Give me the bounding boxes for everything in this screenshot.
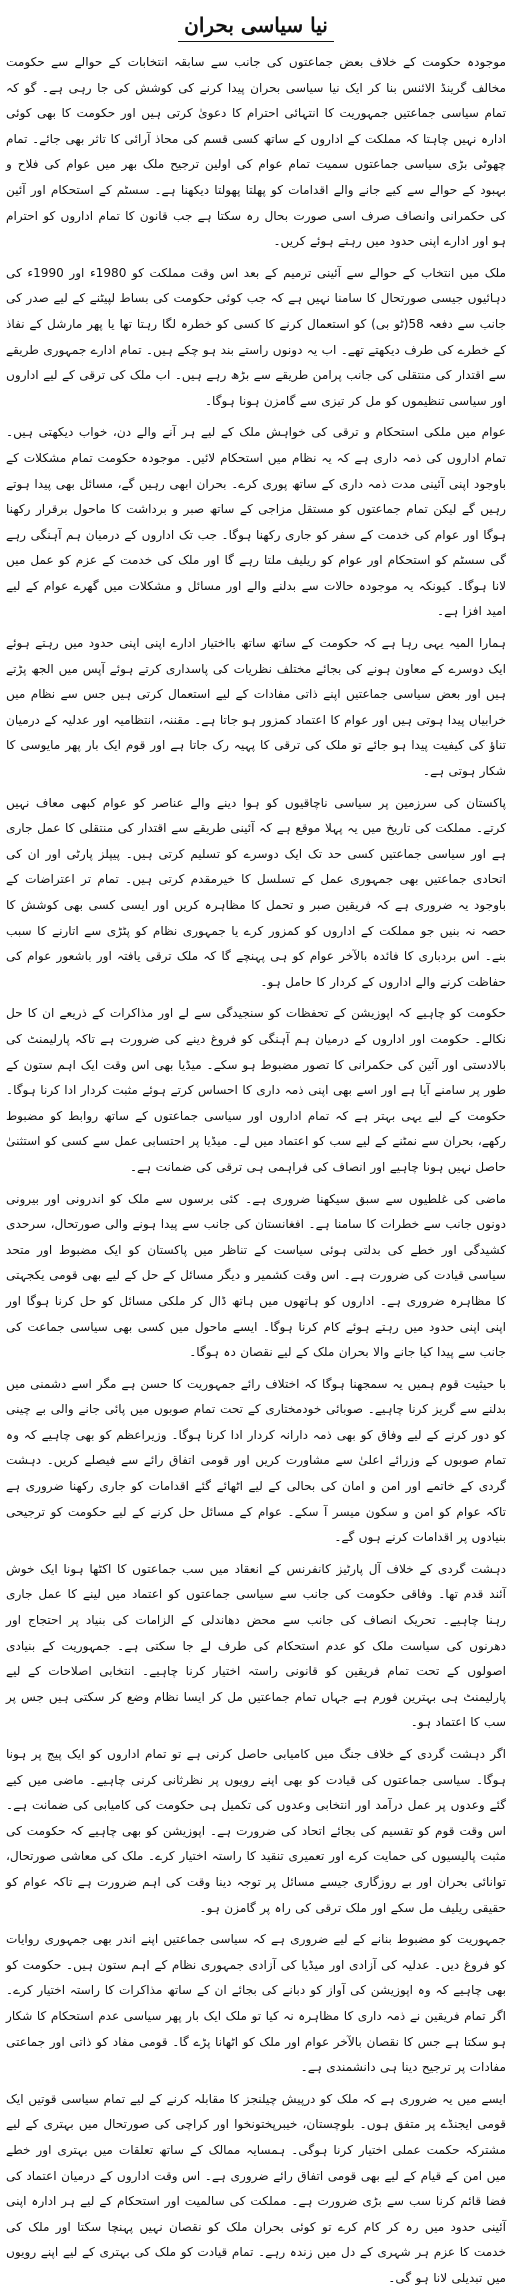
editorial-body [6,50,506,2291]
paragraph-1: موجودہ حکومت کے خلاف بعض جماعتوں کی جانب سے سابقہ انتخابات کے حوالے سے حکومت مخالف گرینڈ الائنس بنا کر ایک نیا سیاسی بحران پیدا کرنے کی کوشش کی جا رہی ہے۔ گو کہ تمام سیاسی جماعتیں جمہوریت کا انتہائی احترام کا دعویٰ کرتی ہیں اور حکومت کا بھی کوئی ادارہ نہیں چاہتا کہ مملکت کے اداروں کے ساتھ کسی قسم کی محاذ آرائی کا تاثر بھی جائے۔ تمام چھوٹی بڑی سیاسی جماعتوں سمیت تمام عوام کی اولین ترجیح ملک بھر میں عوام کی فلاح و بہبود کے حوالے سے کیے جانے والے اقدامات کو پھلتا پھولتا دیکھنا ہے۔ سسٹم کے استحکام اور آئین کی حکمرانی وانصاف صرف اسی صورت بحال رہ سکتا ہے جب قانون کا تمام اداروں کو احترام ہو اور ادارے اپنی حدود میں رہتے ہوئے کریں۔ [6,55,506,249]
headline-text: نیا سیاسی بحران [178,10,334,42]
newspaper-editorial [6,4,507,2285]
paragraph-2: ملک میں انتخاب کے حوالے سے آئینی ترمیم کے بعد اس وقت مملکت کو 1980ء اور 1990ء کی دہائیوں جیسی صورتحال کا سامنا نہیں ہے کہ جب کوئی حکومت کی بساط لپیٹنے کے لیے صدر کی جانب سے دفعہ 58(ٹو بی) کو استعمال کرنے کا کسی کو خطرہ لگا رہتا تھا یا پھر مارشل کے نفاذ کے خطرے کی طرف دیکھتے تھے۔ اب یہ دونوں راستے بند ہو چکے ہیں۔ تمام ادارے جمہوری طریقے سے اقتدار کی منتقلی کی جانب پرامن طریقے سے بڑھ رہے ہیں۔ اب ملک کی ترقی کے لیے اداروں اور سیاسی تنظیموں کو مل کر تیزی سے گامزن ہونا ہوگا۔ [6,265,507,408]
paragraph-10: اگر دہشت گردی کے خلاف جنگ میں کامیابی حاصل کرنی ہے تو تمام اداروں کو ایک پیج پر ہونا ہوگا۔ سیاسی جماعتوں کی قیادت کو بھی اپنے رویوں پر نظرثانی کرنی چاہیے۔ ماضی میں کیے گئے وعدوں پر عمل درآمد اور انتخابی وعدوں کی تکمیل ہی حکومت کی کامیابی کی ضمانت ہے۔ اس وقت قوم کو تقسیم کی بجائے اتحاد کی ضرورت ہے۔ اپوزیشن کو بھی چاہیے کہ حکومت کی مثبت پالیسیوں کی حمایت کرے اور تعمیری تنقید کا راستہ اختیار کرے۔ ملک کی معاشی صورتحال، توانائی بحران اور بے روزگاری جیسے مسائل پر توجہ دینا وقت کی اہم ضرورت ہے تاکہ عوام کو حقیقی ریلیف مل سکے اور ملک ترقی کی راہ پر گامزن ہو۔ [6,1747,506,1915]
paragraph-6: حکومت کو چاہیے کہ اپوزیشن کے تحفظات کو سنجیدگی سے لے اور مذاکرات کے ذریعے ان کا حل نکالے۔ حکومت اور اداروں کے درمیان ہم آہنگی کو فروغ دینے کی ضرورت ہے تاکہ پارلیمنٹ کی بالادستی اور آئین کی حکمرانی کا تصور مضبوط ہو سکے۔ میڈیا بھی اس وقت ایک اہم ستون کے طور پر سامنے آیا ہے اور اسے بھی اپنی ذمہ داری کا احساس کرتے ہوئے مثبت کردار ادا کرنا ہوگا۔ حکومت کے لیے یہی بہتر ہے کہ تمام اداروں اور سیاسی جماعتوں کے ساتھ روابط کو مضبوط رکھے، بحران سے نمٹنے کے لیے سب کو اعتماد میں لے۔ میڈیا پر احتسابی عمل سے کسی کو استثنیٰ حاصل نہیں ہونا چاہیے اور انصاف کی فراہمی ہی ترقی کی ضمانت ہے۔ [6,1006,506,1174]
paragraph-11: جمہوریت کو مضبوط بنانے کے لیے ضروری ہے کہ سیاسی جماعتیں اپنے اندر بھی جمہوری روایات کو فروغ دیں۔ عدلیہ کی آزادی اور میڈیا کی آزادی جمہوری نظام کے اہم ستون ہیں۔ حکومت کو بھی چاہیے کہ وہ اپوزیشن کی آواز کو دبانے کی بجائے ان کے ساتھ مذاکرات کا راستہ اختیار کرے۔ اگر تمام فریقین نے ذمہ داری کا مظاہرہ نہ کیا تو ملک ایک بار پھر سیاسی عدم استحکام کا شکار ہو سکتا ہے جس کا نقصان بالآخر عوام اور ملک کو اٹھانا پڑے گا۔ قومی مفاد کو ذاتی اور جماعتی مفادات پر ترجیح دینا ہی دانشمندی ہے۔ [6,1932,506,2075]
paragraph-5: پاکستان کی سرزمین پر سیاسی ناچاقیوں کو ہوا دینے والے عناصر کو عوام کبھی معاف نہیں کرتے۔ مملکت کی تاریخ میں یہ پہلا موقع ہے کہ آئینی طریقے سے اقتدار کی منتقلی کا عمل جاری ہے اور سیاسی جماعتیں کسی حد تک ایک دوسرے کو تسلیم کرتی ہیں۔ پیپلز پارٹی اور ان کی اتحادی جماعتیں بھی جمہوری عمل کے تسلسل کا خیرمقدم کرتی ہیں۔ تمام تر اعتراضات کے باوجود یہ ضروری ہے کہ فریقین صبر و تحمل کا مظاہرہ کریں اور ایسی کسی بھی کوشش کا حصہ نہ بنیں جو مملکت کے اداروں کو کمزور کرے یا جمہوری نظام کو پٹڑی سے اتارنے کا سبب بنے۔ اس بردباری کا فائدہ بالآخر عوام کو ہی پہنچے گا کہ ملک ترقی یافتہ اور باشعور عوام کی حفاظت کرنے والے اداروں کے کردار کا حامل ہو۔ [6,795,506,989]
paragraph-3: عوام میں ملکی استحکام و ترقی کی خواہش ملک کے لیے ہر آنے والے دن، خواب دیکھتی ہیں۔ تمام اداروں کی ذمہ داری ہے کہ یہ نظام میں استحکام لائیں۔ موجودہ حکومت تمام مشکلات کے باوجود اپنی آئینی مدت ذمہ داری کے ساتھ پوری کرے۔ بحران ابھی رہیں گے، مسائل بھی پیدا ہوتے رہیں گے لیکن تمام جماعتوں کو مستقل مزاجی کے ساتھ صبر و برداشت کا ماحول برقرار رکھنا ہوگا اور عوام کی خدمت کے سفر کو جاری رکھنا ہوگا۔ جب تک اداروں کے درمیان ہم آہنگی رہے گی سسٹم کو استحکام اور عوام کو ریلیف ملتا رہے گا اور ملک کی خدمت کے عزم کو عمل میں لانا ہوگا۔ کیونکہ یہ موجودہ حالات سے بدلنے والے اور مسائل و مشکلات میں گھرے عوام کے لیے امید افزا ہے۔ [6,425,506,619]
paragraph-4: ہمارا المیہ یہی رہا ہے کہ حکومت کے ساتھ ساتھ بااختیار ادارے اپنی اپنی حدود میں رہتے ہوئے ایک دوسرے کے معاون ہونے کی بجائے مختلف نظریات کی پاسداری کرتے ہوئے آپس میں الجھ پڑتے ہیں اور بعض سیاسی جماعتیں اپنے ذاتی مفادات کے لیے استعمال کرتی ہیں جس سے نظام میں خرابیاں پیدا ہوتی ہیں اور عوام کا اعتماد کمزور ہو جاتا ہے۔ مقننہ، انتظامیہ اور عدلیہ کے درمیان تناؤ کی کیفیت پیدا ہو جائے تو ملک کی ترقی کا پہیہ رک جاتا ہے اور قوم ایک بار پھر مایوسی کا شکار ہوتی ہے۔ [6,636,506,779]
editorial-headline [6,4,506,42]
paragraph-7: ماضی کی غلطیوں سے سبق سیکھنا ضروری ہے۔ کئی برسوں سے ملک کو اندرونی اور بیرونی دونوں جانب سے خطرات کا سامنا ہے۔ افغانستان کی جانب سے پیدا ہونے والی صورتحال، سرحدی کشیدگی اور خطے کی بدلتی ہوئی سیاست کے تناظر میں پاکستان کو ایک مضبوط اور متحد سیاسی قیادت کی ضرورت ہے۔ اس وقت کشمیر و دیگر مسائل کے حل کے لیے بھی قومی یکجہتی کا مظاہرہ ضروری ہے۔ اداروں کو ہاتھوں میں ہاتھ ڈال کر ملکی مسائل کو حل کرنا ہوگا اور اپنی اپنی حدود میں رہتے ہوئے کام کرنا ہوگا۔ ایسے ماحول میں کسی بھی سیاسی جماعت کی جانب سے پیدا کیا جانے والا بحران ملک کے لیے نقصان دہ ہوگا۔ [6,1191,506,1360]
paragraph-12: ایسے میں یہ ضروری ہے کہ ملک کو درپیش چیلنجز کا مقابلہ کرنے کے لیے تمام سیاسی قوتیں ایک قومی ایجنڈے پر متفق ہوں۔ بلوچستان، خیبرپختونخوا اور کراچی کی صورتحال میں بہتری کے لیے مشترکہ حکمت عملی اختیار کرنا ہوگی۔ ہمسایہ ممالک کے ساتھ تعلقات میں بہتری اور خطے میں امن کے قیام کے لیے بھی قومی اتفاق رائے ضروری ہے۔ اس وقت اداروں کے درمیان اعتماد کی فضا قائم کرنا سب سے بڑی ضرورت ہے۔ مملکت کی سالمیت اور استحکام کے لیے ہر ادارہ اپنی آئینی حدود میں رہ کر کام کرے تو کوئی بحران ملک کو نقصان نہیں پہنچا سکتا اور ملک کی خدمت کا عزم ہر شہری کے دل میں زندہ رہے۔ تمام قیادت کو ملک کی بہتری کے لیے اپنے رویوں میں تبدیلی لانا ہو گی۔ [6,2091,506,2285]
paragraph-9: دہشت گردی کے خلاف آل پارٹیز کانفرنس کے انعقاد میں سب جماعتوں کا اکٹھا ہونا ایک خوش آئند قدم تھا۔ وفاقی حکومت کی جانب سے سیاسی جماعتوں کو اعتماد میں لینے کا عمل جاری رہنا چاہیے۔ تحریک انصاف کی جانب سے محض دھاندلی کے الزامات کی بنیاد پر احتجاج اور دھرنوں کی سیاست ملک کو عدم استحکام کی طرف لے جا سکتی ہے۔ جمہوریت کے بنیادی اصولوں کے تحت تمام فریقین کو قانونی راستہ اختیار کرنا چاہیے۔ انتخابی اصلاحات کے لیے پارلیمنٹ ہی بہترین فورم ہے جہاں تمام جماعتیں مل کر ایسا نظام وضع کر سکتی ہیں جس پر سب کا اعتماد ہو۔ [6,1561,506,1730]
paragraph-8: با حیثیت قوم ہمیں یہ سمجھنا ہوگا کہ اختلاف رائے جمہوریت کا حسن ہے مگر اسے دشمنی میں بدلنے سے گریز کرنا چاہیے۔ صوبائی خودمختاری کے تحت تمام صوبوں میں پائی جانے والی بے چینی کو دور کرنے کے لیے وفاق کو بھی ذمہ دارانہ کردار ادا کرنا ہوگا۔ وزیراعظم کو بھی چاہیے کہ وہ تمام صوبوں کے وزرائے اعلیٰ سے مشاورت کریں اور قومی اتفاق رائے سے فیصلے کریں۔ دہشت گردی کے خاتمے اور امن و امان کی بحالی کے لیے اٹھائے گئے اقدامات کو جاری رکھنا ضروری ہے تاکہ عوام کو امن و سکون میسر آ سکے۔ عوام کے مسائل حل کرنے کے لیے حکومت کو ترجیحی بنیادوں پر اقدامات کرنے ہوں گے۔ [6,1376,506,1545]
